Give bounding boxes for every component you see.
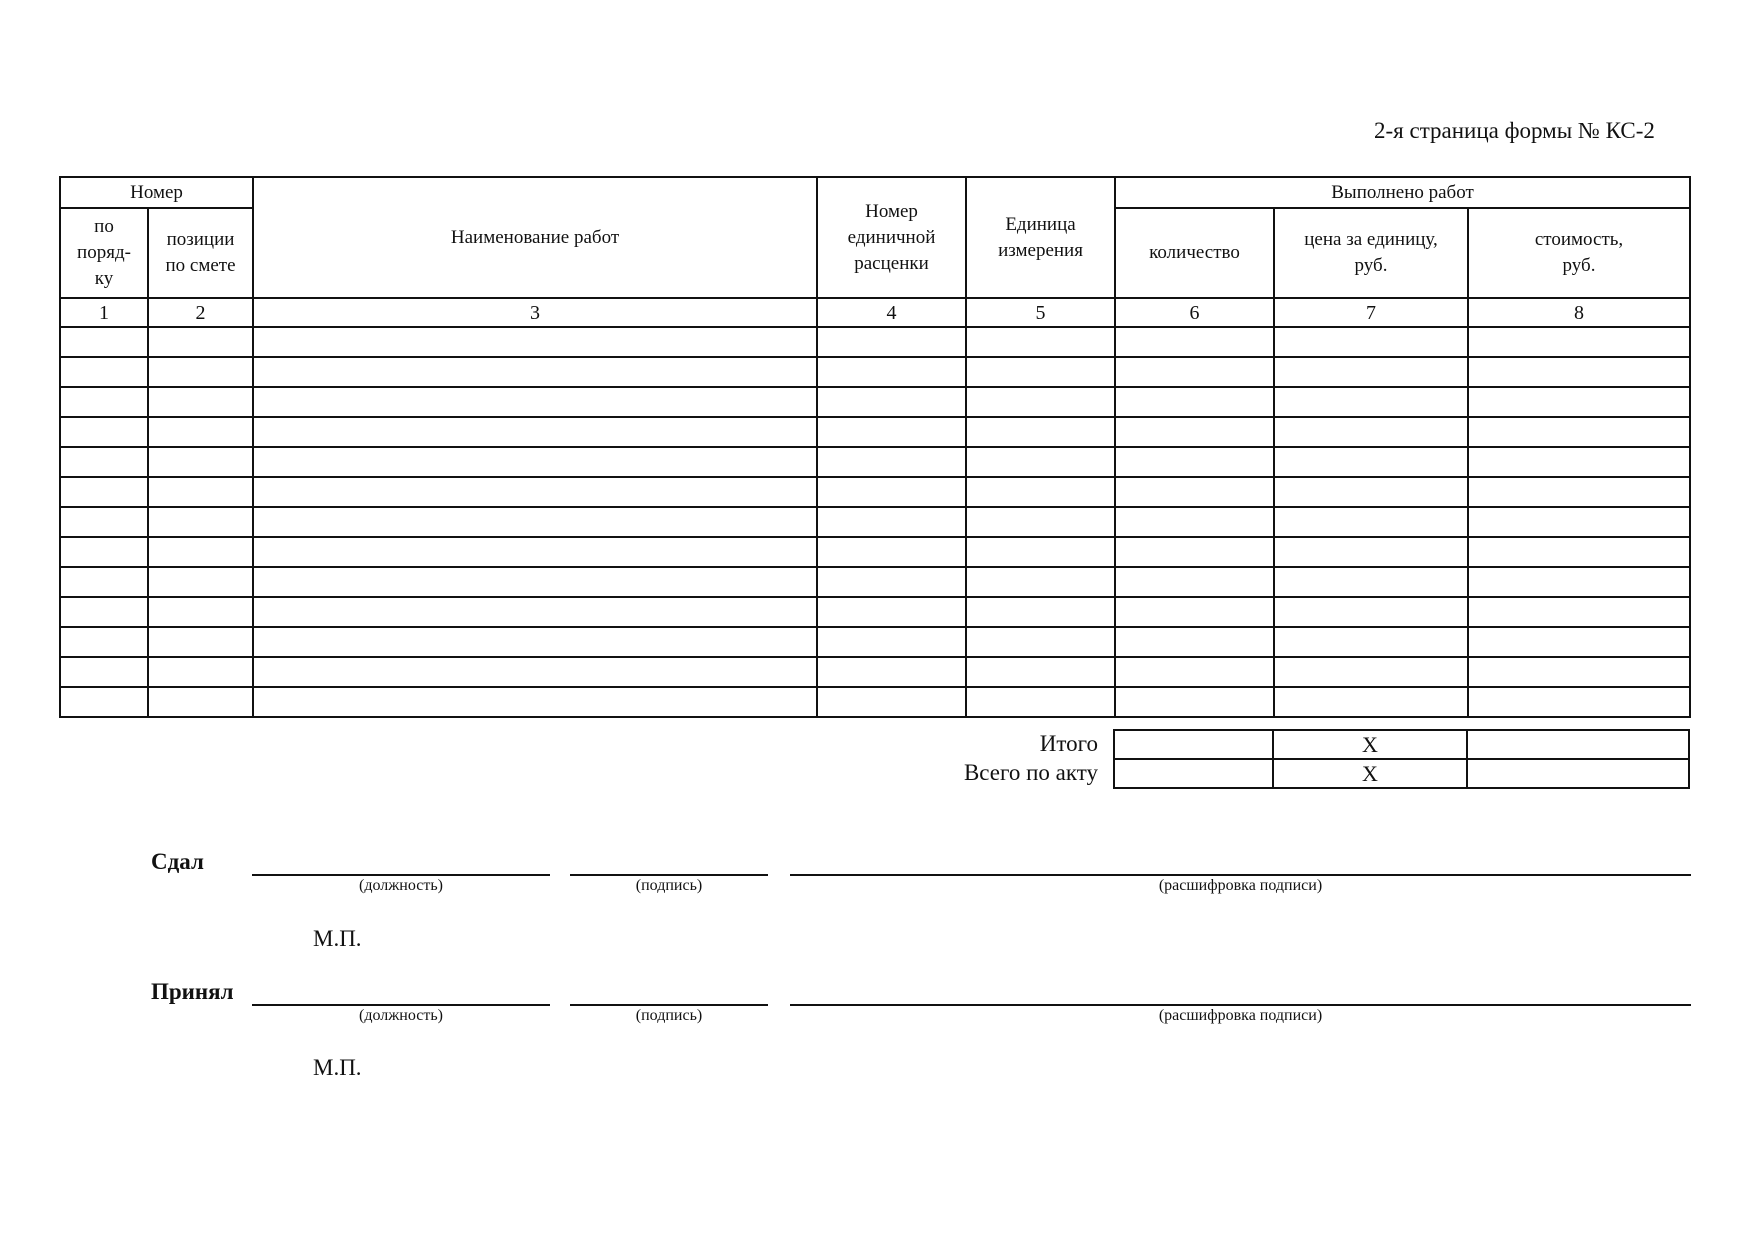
unit-price-cell[interactable] bbox=[1274, 597, 1468, 627]
unit-cell[interactable] bbox=[966, 357, 1115, 387]
estimate-position-cell[interactable] bbox=[148, 327, 253, 357]
estimate-position-cell[interactable] bbox=[148, 657, 253, 687]
estimate-position-cell[interactable] bbox=[148, 447, 253, 477]
unit-price-cell[interactable] bbox=[1274, 507, 1468, 537]
header-sequence-number: по поряд-ку bbox=[60, 208, 148, 298]
unit-rate-cell[interactable] bbox=[817, 567, 966, 597]
header-work-done-group: Выполнено работ bbox=[1115, 177, 1690, 208]
estimate-position-cell[interactable] bbox=[148, 417, 253, 447]
seq-number-cell[interactable] bbox=[60, 687, 148, 717]
unit-rate-cell[interactable] bbox=[817, 387, 966, 417]
table-row bbox=[60, 417, 1690, 447]
unit-cell[interactable] bbox=[966, 417, 1115, 447]
estimate-position-cell[interactable] bbox=[148, 687, 253, 717]
quantity-cell[interactable] bbox=[1115, 327, 1274, 357]
table-row bbox=[60, 357, 1690, 387]
seq-number-cell[interactable] bbox=[60, 657, 148, 687]
unit-cell[interactable] bbox=[966, 597, 1115, 627]
handed-decoding-field[interactable] bbox=[790, 874, 1691, 876]
unit-cell[interactable] bbox=[966, 447, 1115, 477]
form-page-title: 2-я страница формы № КС-2 bbox=[1374, 118, 1655, 143]
cost-cell[interactable] bbox=[1468, 327, 1690, 357]
unit-rate-cell[interactable] bbox=[817, 477, 966, 507]
unit-price-cell[interactable] bbox=[1274, 387, 1468, 417]
quantity-cell[interactable] bbox=[1115, 687, 1274, 717]
column-number: 7 bbox=[1274, 298, 1468, 327]
accepted-decoding-caption: (расшифровка подписи) bbox=[1158, 1007, 1323, 1024]
column-number: 6 bbox=[1115, 298, 1274, 327]
seq-number-cell[interactable] bbox=[60, 627, 148, 657]
table-row bbox=[60, 537, 1690, 567]
handed-position-caption: (должность) bbox=[359, 877, 443, 894]
unit-price-cell[interactable] bbox=[1274, 327, 1468, 357]
unit-cell[interactable] bbox=[966, 387, 1115, 417]
unit-cell[interactable] bbox=[966, 627, 1115, 657]
unit-cell[interactable] bbox=[966, 507, 1115, 537]
seq-number-cell[interactable] bbox=[60, 357, 148, 387]
column-number-row bbox=[60, 298, 1690, 327]
quantity-cell[interactable] bbox=[1115, 477, 1274, 507]
table-row bbox=[60, 327, 1690, 357]
accepted-position-caption: (должность) bbox=[359, 1007, 443, 1024]
estimate-position-cell[interactable] bbox=[148, 477, 253, 507]
cost-cell[interactable] bbox=[1468, 537, 1690, 567]
unit-rate-cell[interactable] bbox=[817, 597, 966, 627]
seq-number-cell[interactable] bbox=[60, 537, 148, 567]
grand-total-cost-cell[interactable] bbox=[1467, 759, 1689, 788]
grand-total-price-cell: Х bbox=[1273, 759, 1467, 788]
cost-cell[interactable] bbox=[1468, 357, 1690, 387]
seq-number-cell[interactable] bbox=[60, 327, 148, 357]
accepted-decoding-field[interactable] bbox=[790, 1004, 1691, 1006]
unit-cell[interactable] bbox=[966, 567, 1115, 597]
table-row bbox=[60, 657, 1690, 687]
cost-cell[interactable] bbox=[1468, 477, 1690, 507]
cost-cell[interactable] bbox=[1468, 657, 1690, 687]
unit-cell[interactable] bbox=[966, 537, 1115, 567]
estimate-position-cell[interactable] bbox=[148, 357, 253, 387]
header-unit-price: цена за единицу, руб. bbox=[1274, 208, 1468, 298]
work-name-cell[interactable] bbox=[253, 507, 817, 537]
quantity-cell[interactable] bbox=[1115, 387, 1274, 417]
seq-number-cell[interactable] bbox=[60, 477, 148, 507]
cost-cell[interactable] bbox=[1468, 447, 1690, 477]
column-number: 3 bbox=[253, 298, 817, 327]
work-name-cell[interactable] bbox=[253, 447, 817, 477]
column-number: 8 bbox=[1468, 298, 1690, 327]
unit-rate-cell[interactable] bbox=[817, 687, 966, 717]
header-unit-rate-number: Номер единичной расценки bbox=[817, 177, 966, 298]
cost-cell[interactable] bbox=[1468, 597, 1690, 627]
unit-price-cell[interactable] bbox=[1274, 657, 1468, 687]
unit-price-cell[interactable] bbox=[1274, 537, 1468, 567]
handed-position-field[interactable] bbox=[252, 874, 550, 876]
handed-over-label: Сдал bbox=[151, 849, 204, 874]
table-row bbox=[60, 687, 1690, 717]
unit-rate-cell[interactable] bbox=[817, 657, 966, 687]
unit-rate-cell[interactable] bbox=[817, 357, 966, 387]
unit-price-cell[interactable] bbox=[1274, 417, 1468, 447]
work-name-cell[interactable] bbox=[253, 567, 817, 597]
total-label: Итого bbox=[1039, 731, 1098, 756]
quantity-cell[interactable] bbox=[1115, 627, 1274, 657]
unit-cell[interactable] bbox=[966, 657, 1115, 687]
table-row bbox=[60, 597, 1690, 627]
unit-cell[interactable] bbox=[966, 327, 1115, 357]
cost-cell[interactable] bbox=[1468, 417, 1690, 447]
work-name-cell[interactable] bbox=[253, 657, 817, 687]
estimate-position-cell[interactable] bbox=[148, 627, 253, 657]
total-quantity-cell[interactable] bbox=[1114, 730, 1273, 759]
table-row bbox=[60, 627, 1690, 657]
handed-signature-field[interactable] bbox=[570, 874, 768, 876]
seq-number-cell[interactable] bbox=[60, 597, 148, 627]
handed-signature-caption: (подпись) bbox=[635, 877, 703, 894]
quantity-cell[interactable] bbox=[1115, 657, 1274, 687]
work-name-cell[interactable] bbox=[253, 357, 817, 387]
column-number: 5 bbox=[966, 298, 1115, 327]
seq-number-cell[interactable] bbox=[60, 567, 148, 597]
totals-table bbox=[1113, 729, 1690, 789]
accepted-signature-caption: (подпись) bbox=[635, 1007, 703, 1024]
accepted-position-field[interactable] bbox=[252, 1004, 550, 1006]
cost-cell[interactable] bbox=[1468, 387, 1690, 417]
grand-total-quantity-cell[interactable] bbox=[1114, 759, 1273, 788]
unit-rate-cell[interactable] bbox=[817, 417, 966, 447]
unit-rate-cell[interactable] bbox=[817, 537, 966, 567]
unit-rate-cell[interactable] bbox=[817, 627, 966, 657]
header-number-group: Номер bbox=[60, 177, 253, 208]
unit-price-cell[interactable] bbox=[1274, 477, 1468, 507]
work-name-cell[interactable] bbox=[253, 687, 817, 717]
column-number: 4 bbox=[817, 298, 966, 327]
quantity-cell[interactable] bbox=[1115, 417, 1274, 447]
work-name-cell[interactable] bbox=[253, 327, 817, 357]
work-name-cell[interactable] bbox=[253, 477, 817, 507]
header-cost: стоимость, руб. bbox=[1468, 208, 1690, 298]
header-unit-of-measure: Единица измерения bbox=[966, 177, 1115, 298]
seq-number-cell[interactable] bbox=[60, 387, 148, 417]
header-work-name: Наименование работ bbox=[253, 177, 817, 298]
handed-decoding-caption: (расшифровка подписи) bbox=[1158, 877, 1323, 894]
unit-rate-cell[interactable] bbox=[817, 507, 966, 537]
accepted-stamp-place: М.П. bbox=[313, 1055, 362, 1080]
estimate-position-cell[interactable] bbox=[148, 597, 253, 627]
accepted-label: Принял bbox=[151, 979, 234, 1004]
unit-price-cell[interactable] bbox=[1274, 357, 1468, 387]
header-quantity: количество bbox=[1115, 208, 1274, 298]
quantity-cell[interactable] bbox=[1115, 537, 1274, 567]
column-number: 1 bbox=[60, 298, 148, 327]
cost-cell[interactable] bbox=[1468, 687, 1690, 717]
cost-cell[interactable] bbox=[1468, 567, 1690, 597]
quantity-cell[interactable] bbox=[1115, 597, 1274, 627]
estimate-position-cell[interactable] bbox=[148, 567, 253, 597]
cost-cell[interactable] bbox=[1468, 627, 1690, 657]
grand-total-label: Всего по акту bbox=[963, 760, 1098, 785]
quantity-cell[interactable] bbox=[1115, 507, 1274, 537]
unit-price-cell[interactable] bbox=[1274, 687, 1468, 717]
estimate-position-cell[interactable] bbox=[148, 537, 253, 567]
column-number: 2 bbox=[148, 298, 253, 327]
accepted-signature-field[interactable] bbox=[570, 1004, 768, 1006]
works-table bbox=[59, 176, 1691, 718]
unit-price-cell[interactable] bbox=[1274, 567, 1468, 597]
table-row bbox=[60, 477, 1690, 507]
handed-stamp-place: М.П. bbox=[313, 926, 362, 951]
seq-number-cell[interactable] bbox=[60, 507, 148, 537]
unit-cell[interactable] bbox=[966, 477, 1115, 507]
estimate-position-cell[interactable] bbox=[148, 507, 253, 537]
work-name-cell[interactable] bbox=[253, 597, 817, 627]
work-name-cell[interactable] bbox=[253, 417, 817, 447]
total-row bbox=[1114, 730, 1689, 759]
unit-rate-cell[interactable] bbox=[817, 447, 966, 477]
quantity-cell[interactable] bbox=[1115, 567, 1274, 597]
unit-rate-cell[interactable] bbox=[817, 327, 966, 357]
unit-price-cell[interactable] bbox=[1274, 447, 1468, 477]
estimate-position-cell[interactable] bbox=[148, 387, 253, 417]
work-name-cell[interactable] bbox=[253, 627, 817, 657]
total-cost-cell[interactable] bbox=[1467, 730, 1689, 759]
table-row bbox=[60, 507, 1690, 537]
seq-number-cell[interactable] bbox=[60, 417, 148, 447]
unit-price-cell[interactable] bbox=[1274, 627, 1468, 657]
table-row bbox=[60, 387, 1690, 417]
work-name-cell[interactable] bbox=[253, 537, 817, 567]
table-row bbox=[60, 447, 1690, 477]
quantity-cell[interactable] bbox=[1115, 447, 1274, 477]
cost-cell[interactable] bbox=[1468, 507, 1690, 537]
grand-total-row bbox=[1114, 759, 1689, 788]
header-estimate-position: позиции по смете bbox=[148, 208, 253, 298]
unit-cell[interactable] bbox=[966, 687, 1115, 717]
seq-number-cell[interactable] bbox=[60, 447, 148, 477]
table-row bbox=[60, 567, 1690, 597]
work-name-cell[interactable] bbox=[253, 387, 817, 417]
total-price-cell: Х bbox=[1273, 730, 1467, 759]
quantity-cell[interactable] bbox=[1115, 357, 1274, 387]
